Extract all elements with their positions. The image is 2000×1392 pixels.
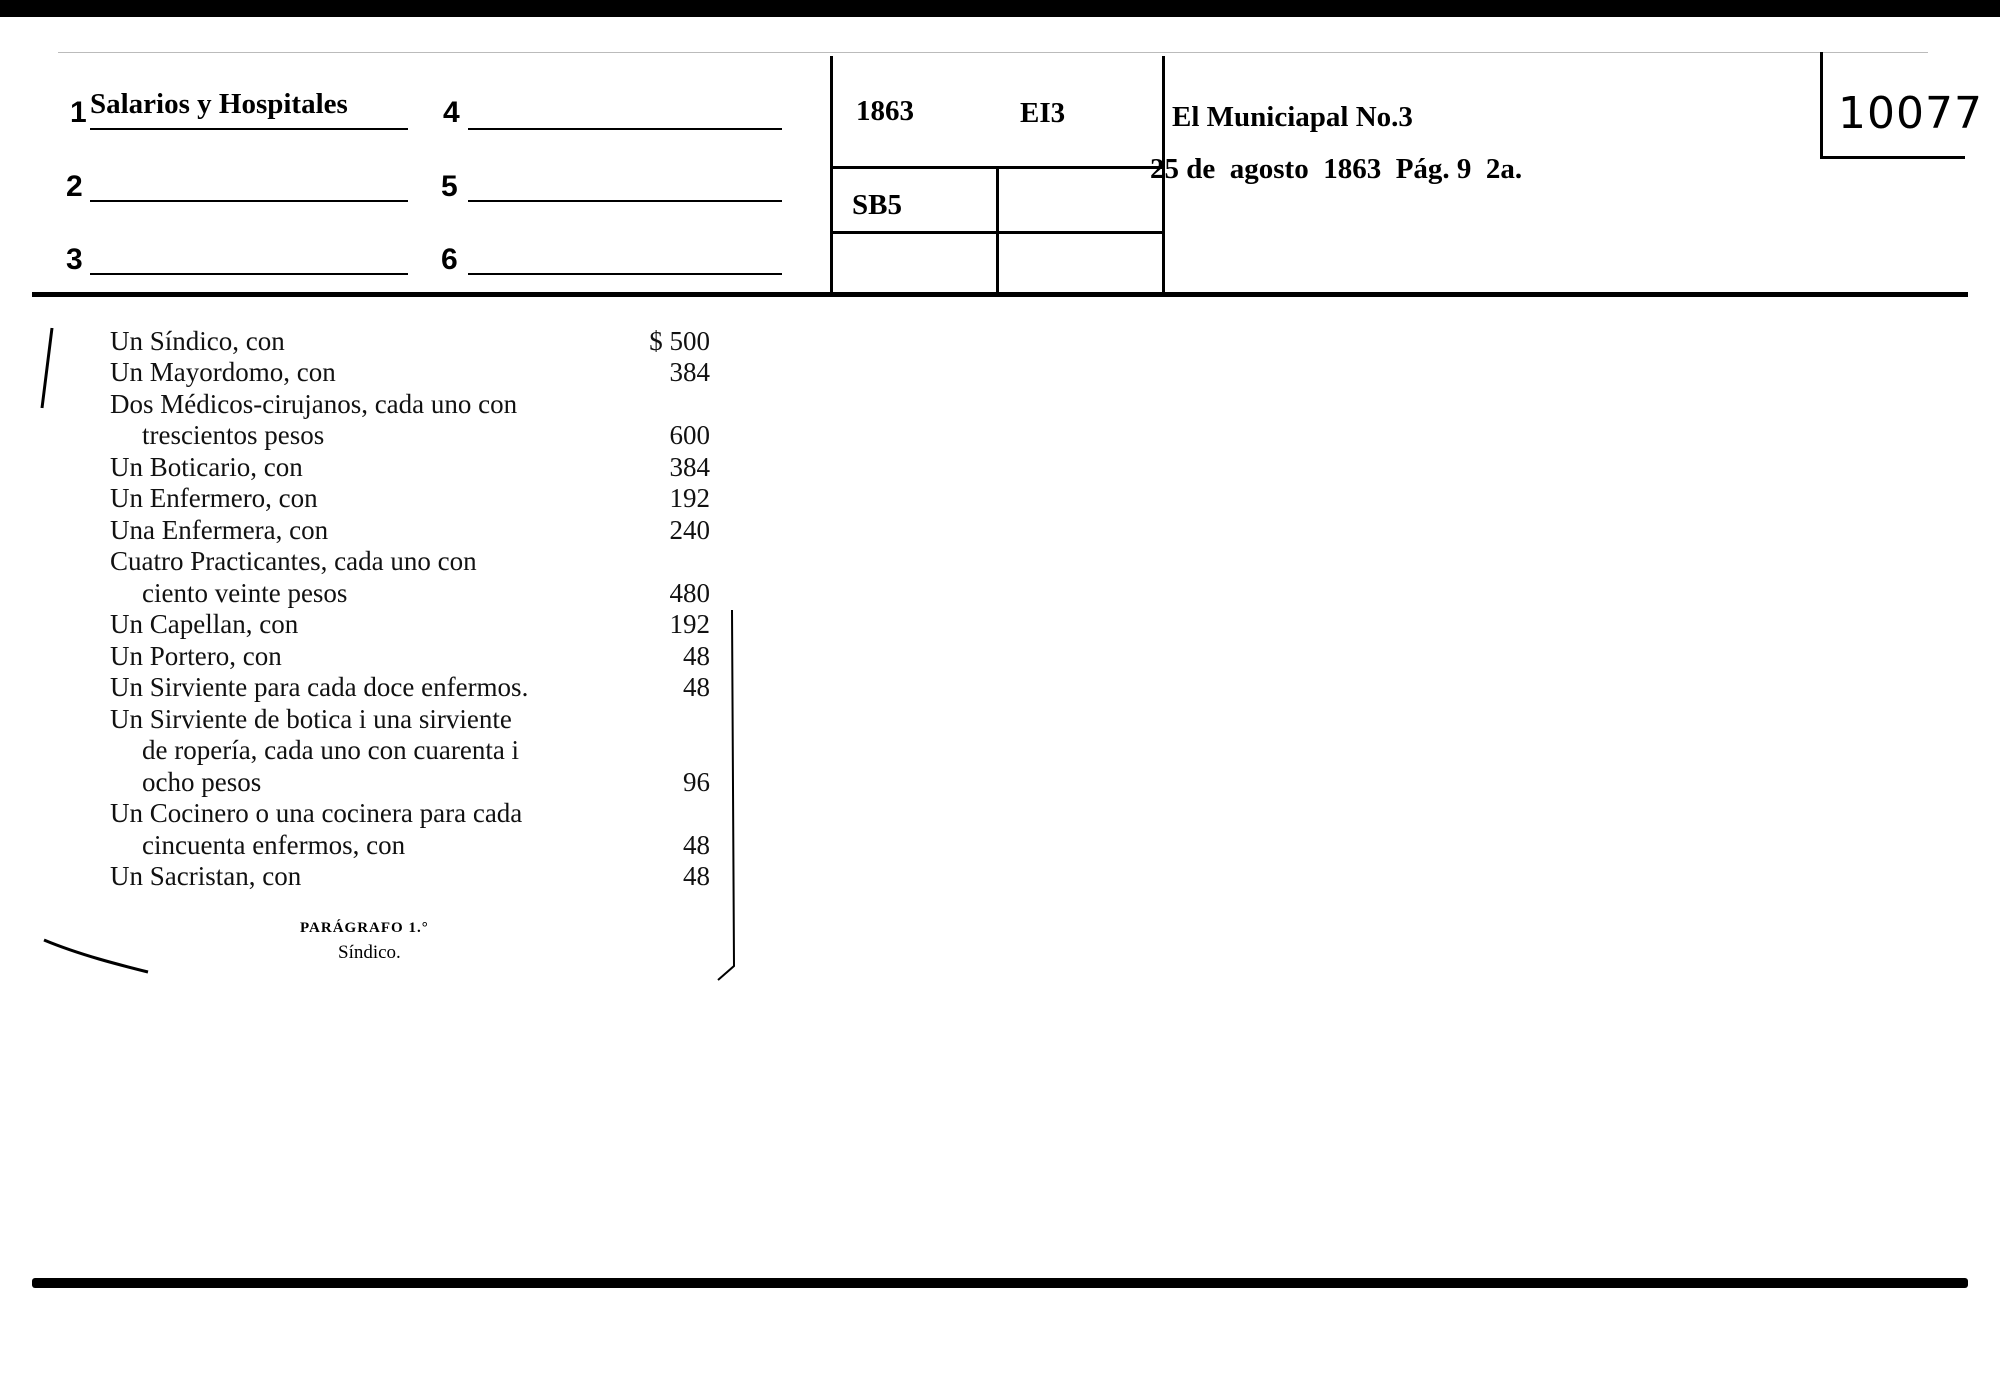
list-item: de ropería, cada uno con cuarenta i — [142, 735, 520, 765]
list-item: Un Síndico, con $ 500 — [110, 326, 710, 356]
footer-rule — [32, 1278, 1968, 1288]
subject-field-1: Salarios y Hospitales — [90, 88, 348, 120]
top-border — [0, 0, 2000, 17]
source-date: 25 de agosto 1863 Pág. 9 2a. — [1150, 153, 1523, 185]
grid-divider-left — [830, 56, 833, 296]
bottom-left-mark — [44, 940, 148, 972]
year-code: 1863 — [856, 95, 914, 127]
list-item: Un Sirviente de botica i una sirviente — [110, 704, 512, 734]
card-number: 10077 — [1838, 88, 1983, 139]
list-item: Un Sirviente para cada doce enfermos. 48 — [110, 672, 710, 702]
list-item: Un Mayordomo, con 384 — [110, 357, 710, 387]
field-line-3 — [90, 273, 408, 275]
list-item: Dos Médicos-cirujanos, cada uno con — [110, 389, 518, 419]
field-number-1: 1 — [70, 96, 87, 129]
classification-code: EI3 — [1020, 97, 1066, 129]
right-edge-mark — [718, 610, 734, 980]
field-line-1 — [90, 128, 408, 130]
field-line-5 — [468, 200, 782, 202]
field-number-4: 4 — [443, 96, 460, 129]
list-item: trescientos pesos 600 — [142, 420, 710, 450]
header-rule — [32, 292, 1968, 297]
secondary-code: SB5 — [852, 189, 902, 221]
list-item: Un Enfermero, con 192 — [110, 483, 710, 513]
field-line-6 — [468, 273, 782, 275]
list-item: ocho pesos 96 — [142, 767, 710, 797]
field-number-6: 6 — [441, 243, 458, 276]
field-number-2: 2 — [66, 170, 83, 203]
left-edge-mark — [42, 328, 52, 408]
list-item: Un Portero, con 48 — [110, 641, 710, 671]
list-item: Un Boticario, con 384 — [110, 452, 710, 482]
list-item: Un Capellan, con 192 — [110, 609, 710, 639]
clipping-edge-marks — [30, 300, 750, 990]
list-item: Un Cocinero o una cocinera para cada — [110, 798, 523, 828]
source-title: El Municiapal No.3 — [1172, 101, 1413, 133]
section-subheading: Síndico. — [338, 942, 401, 963]
scan-line — [58, 52, 1928, 53]
list-item: ciento veinte pesos 480 — [142, 578, 710, 608]
grid-divider-low — [832, 231, 1162, 234]
list-item: cincuenta enfermos, con 48 — [142, 830, 710, 860]
field-number-3: 3 — [66, 243, 83, 276]
field-number-5: 5 — [441, 170, 458, 203]
list-item: Una Enfermera, con 240 — [110, 515, 710, 545]
field-line-2 — [90, 200, 408, 202]
field-line-4 — [468, 128, 782, 130]
list-item: Un Sacristan, con 48 — [110, 861, 710, 891]
list-item: Cuatro Practicantes, cada uno con — [110, 546, 477, 576]
section-heading: PARÁGRAFO 1.° — [300, 920, 429, 936]
